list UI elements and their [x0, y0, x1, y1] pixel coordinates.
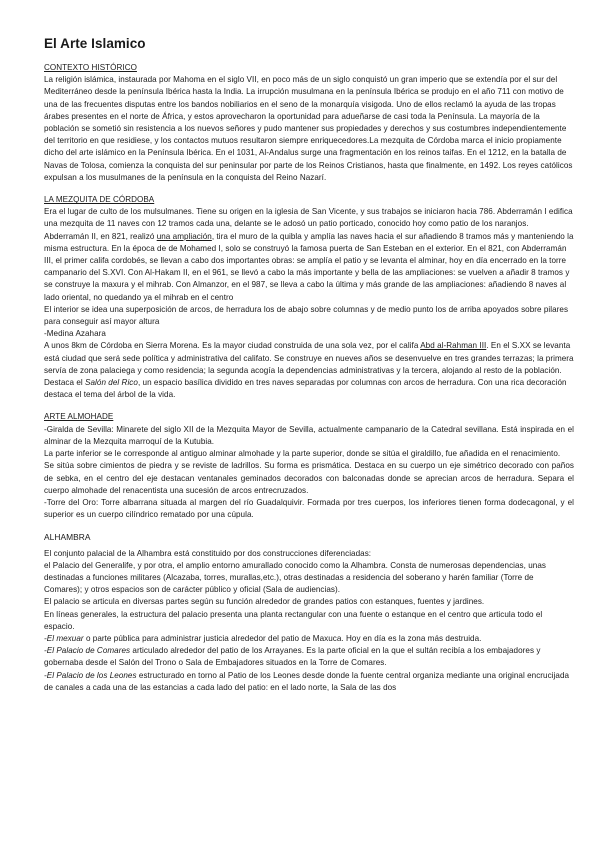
paragraph-comares: -El Palacio de Comares articulado alrededor del patio de los Arrayanes. Es la parte oficial en la que el sultán recibía a los embajadores y gobernaba desde el Salón del Trono o Sala de Embajadores situados en la Torre de Comares.	[44, 646, 541, 668]
paragraph-alhambra-patios: El palacio se articula en diversas partes según su función alrededor de grandes patios con estanques, fuentes y jardines.	[44, 597, 485, 607]
section-heading-almohade: ARTE ALMOHADE	[44, 412, 114, 422]
paragraph-medina-azahara: A unos 8km de Córdoba en Sierra Morena. Es la mayor ciudad construida de una sola vez, por el califa Abd al-Rahman III. En el S.XX se levanta está ciudad que será sede política y administrativa del califato. Se construye en nueves años se desenvuelve en tres grandes terrazas; la primera servía de zona palaciega y como residencia; la segunda acogía la dependencias administrativas y la tercera, alojando al resto de la población. Destaca el Salón del Rico, un espacio basílica dividido en tres naves separadas por columnas con arcos de herradura. Con una rica decoración destaca el tema del árbol de la vida.	[44, 341, 574, 400]
link-ampliacion[interactable]: una ampliación	[156, 231, 212, 241]
paragraph-leones: -El Palacio de los Leones estructurado en torno al Patio de los Leones desde donde la fuente central organiza mediante una original encrucijada de canales a cada una de las estancias a cada lado del patio: en el lado norte, la Sala de las dos	[44, 670, 570, 692]
paragraph-medina-heading: -Medina Azahara	[44, 329, 106, 339]
paragraph-mezquita-interior: El interior se idea una superposición de arcos, de herradura los de abajo sobre columnas y de medio punto los de arriba apoyados sobre pilares para conseguir así mayor altura	[44, 304, 569, 327]
section-heading-contexto: CONTEXTO HISTÓRICO	[44, 63, 137, 72]
paragraph-alhambra-intro: El conjunto palacial de la Alhambra está constituido por dos construcciones diferenciadas:	[44, 548, 372, 558]
paragraph-giralda: -Giralda de Sevilla: Minarete del siglo XII de la Mezquita Mayor de Sevilla, actualmente campanario de la Catedral sevillana. Está inspirada en el alminar de la Mezquita marroquí de la Kutubia.	[44, 424, 574, 446]
document-title: El Arte Islamico	[44, 36, 146, 51]
paragraph-mexuar: -El mexuar o parte pública para administrar justicia alrededor del patio de Maxuca. Hoy en día es la zona más destruida.	[44, 633, 482, 643]
paragraph-contexto: La religión islámica, instaurada por Mahoma en el siglo VII, en poco más de un siglo conquistó un gran imperio que se extendía por el sur del Mediterráneo desde la península Ibérica hasta la India. La irrupción musulmana en la península Ibérica se produjo en el año 711 con motivo de una de las frecuentes disputas entre los bandos nobiliarios en el seno de la monarquía visigoda. Uno de ellos reclamó la ayuda de las tropas árabes presentes en el norte de África, y estos aprovecharon la oportunidad para adueñarse de casi toda la Península. La mayoría de la población se sometió sin resistencia a los nuevos señores y pudo mantener sus propiedades y derechos y sus costumbres independientemente del territorio en que residiese, y los contactos mutuos resultaron siempre enriquecedores.La mezquita de Córdoba marca el inicio propiamente dicho del arte islámico en la Península Ibérica. En el 1031, Al-Andalus surge una fragmentación en los reinos taifas. En el 1212, en la batalla de Navas de Tolosa, comienza la conquista del sur peninsular por parte de los Reinos Cristianos, hasta que finalmente, en 1492. Los reyes católicos expulsan a los musulmanes de la península en la conquista del Reino Nazarí.	[44, 75, 573, 182]
paragraph-torre-oro: -Torre del Oro: Torre albarrana situada al margen del río Guadalquivir. Formada por tres cuerpos, los inferiores tienen forma dodecagonal, y el superior es un cuerpo cilíndrico rematado por una cúpula.	[44, 497, 574, 520]
paragraph-alhambra-generalife: el Palacio del Generalife, y por otra, el amplio entorno amurallado conocido como la Alhambra. Consta de numerosas dependencias, unas destinadas a funciones militares (Alcazaba, torres, murallas,etc.), otras destinadas a residencia del soberano y harén familiar (Torre de Comares); y otros espacios son de carácter público y oficial (Sala de audiencias).	[44, 560, 547, 595]
paragraph-mezquita-history: Era el lugar de culto de los mulsulmanes. Tiene su origen en la iglesia de San Vicente, y sus trabajos se iniciaron hacia 786. Abderramán I edifica una mezquita de 11 naves con 12 tramos cada una, delante se le adosó un patio porticado, conocido hoy como patio de los naranjos. Abderramán II, en 821, realizó una ampliación, tira el muro de la quibla y amplía las naves hacia el sur añadiendo 8 tramos más y manteniendo la misma estructura. En la época de de Mohamed I, solo se construyó la famosa puerta de San Esteban en el exterior. En el 821, con Abderramán III, el primer califa cordobés, se llevan a cabo dos importantes obras: se amplía el patio y se levanta el alminar, hoy en día encerrado en la torre campanario del S.XVI. Con Al-Hakam II, en el 961, se llevó a cabo la más importante y bella de las ampliaciones: se vuelven a añadir 8 tramos y se construye la maxura y el mihrab. Con Almanzor, en el 987, se lleva a cabo la última y más grande de las ampliaciones: añadiendo 8 naves al lado oriental, no quedando ya el mihrab en el centro	[44, 207, 574, 302]
section-heading-mezquita: LA MEZQUITA DE CÓRDOBA	[44, 195, 155, 205]
paragraph-giralda-parts: La parte inferior se le corresponde al antiguo alminar almohade y la parte superior, donde se sitúa el giraldillo, fue añadida en el renacimiento.	[44, 449, 561, 459]
section-heading-alhambra: ALHAMBRA	[44, 532, 91, 543]
paragraph-alhambra-planta: En líneas generales, la estructura del palacio presenta una planta rectangular con una fuente o estanque en el centro que articula todo el espacio.	[44, 609, 543, 631]
link-abd-al-rahman[interactable]: Abd al-Rahman III	[420, 341, 487, 351]
paragraph-giralda-structure: Se sitúa sobre cimientos de piedra y se reviste de ladrillos. Su forma es prismática. Destaca en su cuerpo un eje simétrico decorado con paños de sebka, en el centro del eje destacan ventanales geminados decorados con balconadas donde se aprecian arcos de herradura. Separa el cuerpo almohade del renacentista una sucesión de arcos entrecruzados.	[44, 461, 574, 495]
document-page	[44, 36, 574, 694]
